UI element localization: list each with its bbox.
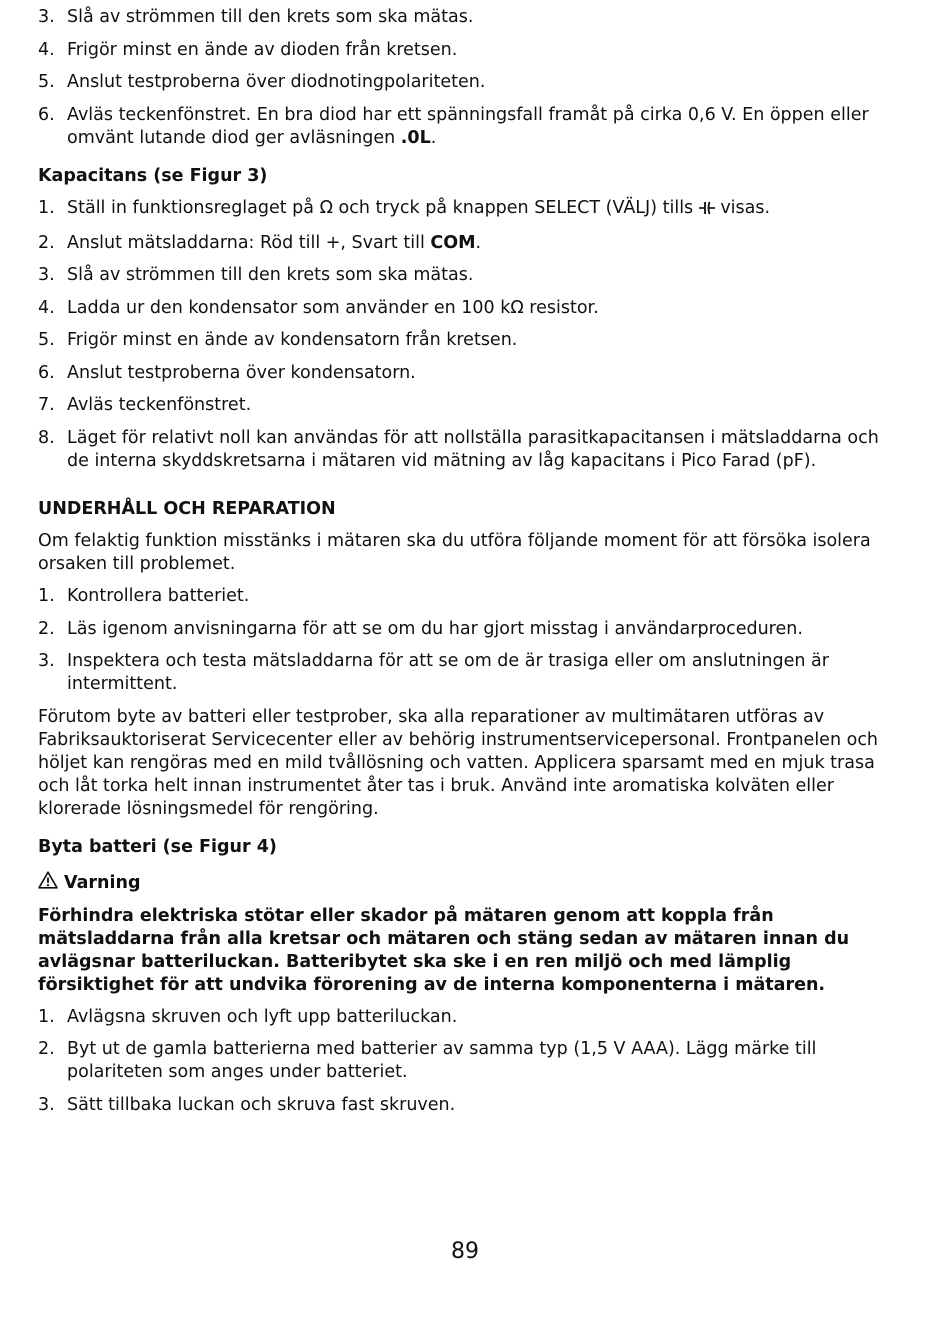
step-number: 2. <box>38 618 55 639</box>
step-text: Frigör minst en ände av kondensatorn från kretsen. <box>67 330 518 350</box>
step-number: 4. <box>38 39 55 60</box>
step-text: Ladda ur den kondensator som använder en 100 kΩ resistor. <box>67 297 599 318</box>
step-text: Slå av strömmen till den krets som ska mätas. <box>67 7 474 27</box>
list-item <box>38 1094 896 1117</box>
list-item <box>38 427 896 473</box>
step-text: Anslut testproberna över diodnotingpolariteten. <box>67 72 486 92</box>
step-text: Läs igenom anvisningarna för att se om du har gjort misstag i användarproceduren. <box>67 618 803 639</box>
step-text-part: . <box>475 232 482 253</box>
step-text-part: visas. <box>714 198 771 218</box>
com-label: COM <box>430 232 476 253</box>
step-text: Byt ut de gamla batterierna med batterier av samma typ (1,5 V AAA). Lägg märke till polariteten som anges under batteriet. <box>67 1039 817 1082</box>
step-text: Sätt tillbaka luckan och skruva fast skruven. <box>67 1094 456 1115</box>
list-item <box>38 650 896 696</box>
diode-steps-list <box>38 6 896 150</box>
step-number: 8. <box>38 427 55 448</box>
page-number: 89 <box>451 1239 479 1264</box>
step-number: 3. <box>38 1094 55 1115</box>
list-item <box>38 39 896 62</box>
list-item <box>38 71 896 94</box>
list-item <box>38 297 896 320</box>
capacitor-icon <box>699 199 715 222</box>
list-item <box>38 232 896 255</box>
step-number: 1. <box>38 1006 55 1027</box>
warning-header <box>38 871 896 896</box>
step-number: 6. <box>38 104 55 125</box>
warning-text: Förhindra elektriska stötar eller skador på mätaren genom att koppla från mätsladdarna från alla kretsar och mätaren och stäng sedan av mätaren innan du avlägsnar batteriluckan. Batteribytet ska ske i en ren miljö och med lämplig försiktighet för att undvika förorening av de interna komponenterna i mätaren. <box>38 905 850 995</box>
step-number: 6. <box>38 362 55 383</box>
step-number: 3. <box>38 7 55 27</box>
step-text: Anslut testproberna över kondensatorn. <box>67 362 416 383</box>
maintenance-steps-list <box>38 585 896 696</box>
battery-steps-list <box>38 1006 896 1117</box>
step-text: Avläs teckenfönstret. <box>67 395 252 415</box>
capacitance-steps-list <box>38 197 896 473</box>
step-number: 3. <box>38 265 55 285</box>
step-text <box>67 105 869 148</box>
list-item <box>38 104 896 150</box>
step-text: Kontrollera batteriet. <box>67 586 250 606</box>
manual-page <box>38 6 896 1126</box>
step-text-part: Avläs teckenfönstret. En bra diod har ett spänningsfall framåt på cirka 0,6 V. En öppen eller omvänt lutande diod ger avläsningen <box>67 104 869 148</box>
list-item <box>38 1006 896 1029</box>
warning-triangle-icon <box>38 871 64 896</box>
step-text <box>67 233 481 253</box>
warning-label: Varning <box>64 872 141 893</box>
list-item <box>38 585 896 608</box>
step-text: Inspektera och testa mätsladdarna för att se om de är trasiga eller om anslutningen är intermittent. <box>67 651 829 694</box>
capacitance-heading: Kapacitans (se Figur 3) <box>38 166 268 186</box>
step-text: Avlägsna skruven och lyft upp batteriluckan. <box>67 1006 458 1027</box>
step-number: 1. <box>38 586 55 606</box>
maintenance-intro: Om felaktig funktion misstänks i mätaren ska du utföra följande moment för att försöka isolera orsaken till problemet. <box>38 531 871 574</box>
list-item <box>38 264 896 287</box>
step-number: 5. <box>38 72 55 92</box>
step-text-part: Ställ in funktionsreglaget på Ω och tryck på knappen SELECT (VÄLJ) tills <box>67 198 699 218</box>
reading-value: .0L <box>400 127 431 148</box>
step-text: Läget för relativt noll kan användas för att nollställa parasitkapacitansen i mätsladdarna och de interna skyddskretsarna i mätaren vid mätning av låg kapacitans i Pico Farad (pF). <box>67 427 879 471</box>
step-text: Slå av strömmen till den krets som ska mätas. <box>67 265 474 285</box>
maintenance-body: Förutom byte av batteri eller testprober, ska alla reparationer av multimätaren utföras av Fabriksauktoriserat Servicecenter eller av behörig instrumentservicepersonal. Frontpanelen och höljet kan rengöras med en mild tvållösning och vatten. Applicera sparsamt med en mjuk trasa och låt torka helt innan instrumentet åter tas i bruk. Använd inte aromatiska kolväten eller klorerade lösningsmedel för rengöring. <box>38 706 879 819</box>
list-item <box>38 1038 896 1084</box>
step-number: 3. <box>38 651 55 671</box>
step-number: 2. <box>38 232 55 253</box>
step-text-part: . <box>430 127 437 148</box>
battery-heading: Byta batteri (se Figur 4) <box>38 836 277 857</box>
list-item <box>38 618 896 641</box>
step-text <box>67 198 770 218</box>
step-number: 5. <box>38 330 55 350</box>
step-text-part: Anslut mätsladdarna: Röd till +, Svart till <box>67 232 431 253</box>
maintenance-title: UNDERHÅLL OCH REPARATION <box>38 499 336 519</box>
step-number: 1. <box>38 198 55 218</box>
list-item <box>38 329 896 352</box>
list-item <box>38 197 896 222</box>
list-item <box>38 362 896 385</box>
list-item <box>38 6 896 29</box>
step-number: 4. <box>38 297 55 318</box>
list-item <box>38 394 896 417</box>
step-number: 2. <box>38 1039 55 1059</box>
step-number: 7. <box>38 395 55 415</box>
step-text: Frigör minst en ände av dioden från kretsen. <box>67 39 458 60</box>
